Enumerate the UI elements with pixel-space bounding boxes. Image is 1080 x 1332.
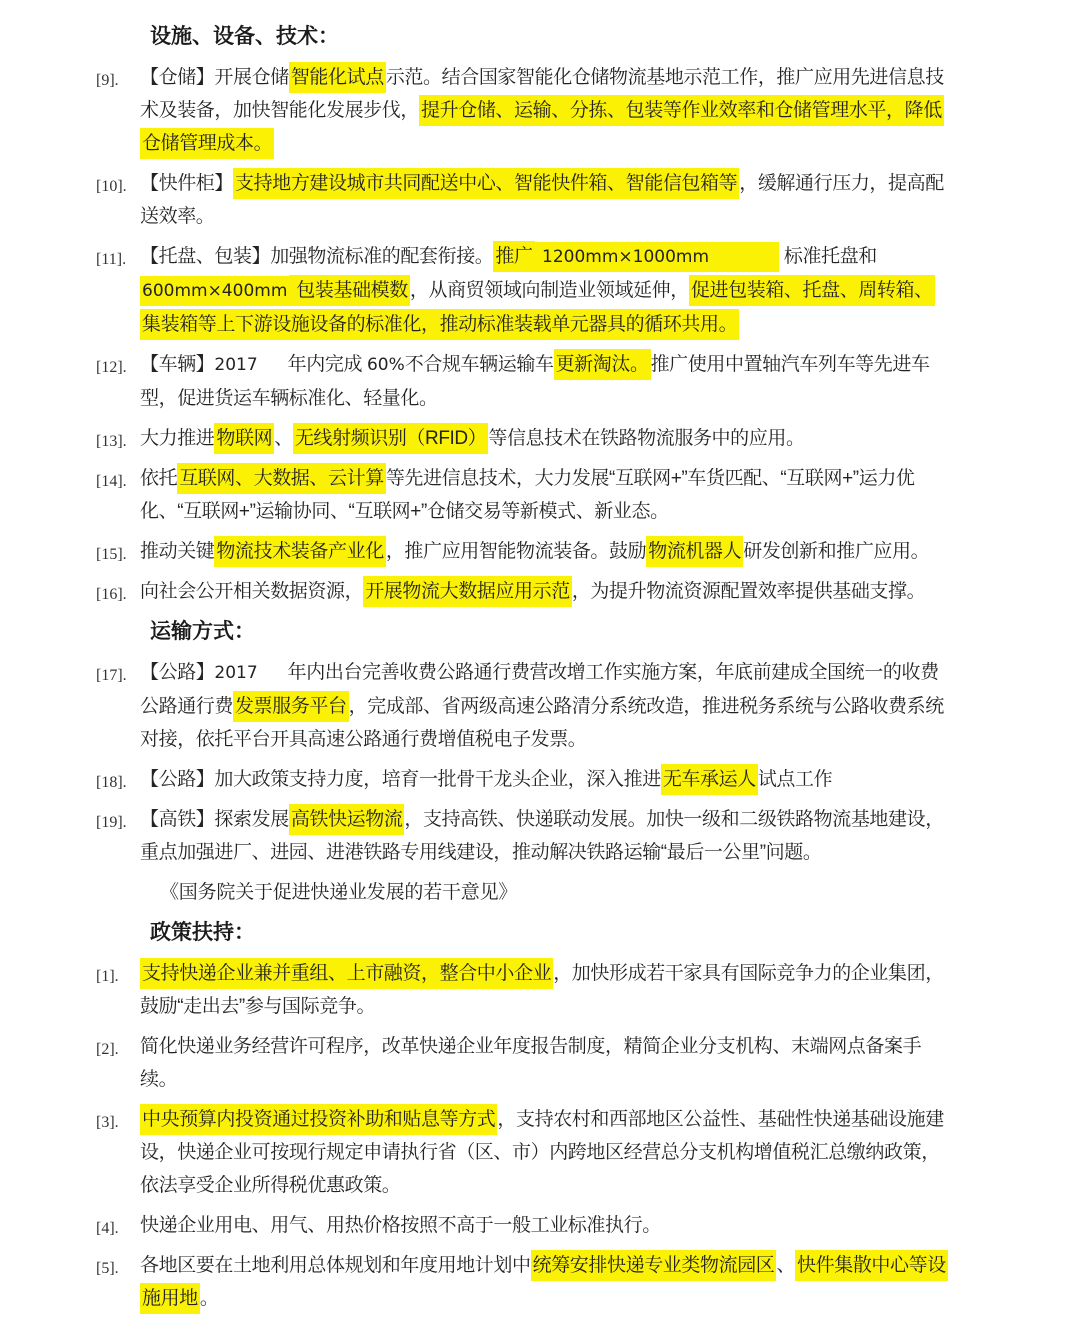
- list-item: [96, 1030, 950, 1096]
- text-segment: 年内完成: [287, 354, 367, 375]
- item-number: [2].: [96, 1041, 119, 1058]
- text-segment: 2017: [214, 355, 258, 375]
- list-item: [96, 1209, 950, 1242]
- item-number: [9].: [96, 72, 119, 89]
- text-segment: 示范。结合国家智能化仓储物流基地示范工作，推广应用先进信息技术及装备，加快智能化发展步伐，: [140, 67, 944, 121]
- text-segment: 、: [274, 428, 293, 449]
- text-segment: 快递企业用电、用气、用热价格按照不高于一般工业标准执行。: [140, 1215, 661, 1236]
- item-number: [14].: [96, 473, 127, 490]
- item-number: [5].: [96, 1260, 119, 1277]
- list-item: [96, 803, 950, 869]
- text-segment: 2017: [214, 663, 258, 683]
- list-item: [96, 422, 950, 455]
- text-segment: 研发创新和推广应用。: [743, 541, 930, 562]
- text-segment: ，为提升物流资源配置效率提供基础支撑。: [571, 581, 926, 602]
- text-segment: 大力推进: [140, 428, 215, 449]
- list-item: [96, 957, 950, 1023]
- highlighted-text: 物联网: [214, 423, 274, 454]
- item-number: [12].: [96, 359, 127, 376]
- item-text: [140, 463, 915, 522]
- list-item: [96, 167, 950, 233]
- text-segment: 不合规车辆运输车: [404, 354, 554, 375]
- highlighted-text: 开展物流大数据应用示范: [363, 576, 572, 607]
- item-text: [140, 662, 944, 750]
- text-segment: 【高铁】探索发展: [140, 809, 289, 830]
- highlighted-text: 智能化试点: [289, 62, 386, 93]
- highlighted-text: 物流技术装备产业化: [214, 536, 385, 567]
- item-text: [140, 804, 944, 863]
- highlighted-text: 无车承运人: [661, 764, 758, 795]
- text-segment: 【车辆】: [140, 354, 215, 375]
- text-segment: 简化快递业务经营许可程序，改革快递企业年度报告制度，精简企业分支机构、末端网点备案手续。: [140, 1036, 922, 1090]
- text-segment: ，加快形成若干家具有国际竞争力的企业集团，鼓励“走出去”参与国际竞争。: [140, 963, 944, 1017]
- list-item: [96, 763, 950, 796]
- item-text: [140, 1215, 661, 1236]
- item-text: [140, 168, 944, 227]
- document-body: [96, 20, 950, 1315]
- item-number: [19].: [96, 814, 127, 831]
- item-number: [4].: [96, 1220, 119, 1237]
- list-item: [96, 462, 950, 528]
- text-segment: 推广使用中置轴汽车列车等先进车型，促进货运车辆标准化、轻量化。: [140, 354, 930, 409]
- highlighted-text: 互联网、大数据、云计算: [177, 463, 386, 494]
- section-heading: 设施、设备、技术：: [150, 25, 339, 48]
- item-text: [140, 423, 805, 454]
- text-segment: 【公路】加大政策支持力度，培育一批骨干龙头企业，深入推进: [140, 769, 661, 790]
- text-segment: ，推广应用智能物流装备。鼓励: [385, 541, 647, 562]
- text-segment: 等信息技术在铁路物流服务中的应用。: [488, 428, 805, 449]
- text-segment: ，完成部、省两级高速公路清分系统改造，推进税务系统与公路收费系统对接，依托平台开具高速公路通行费增值税电子发票。: [140, 696, 944, 750]
- text-segment: ，支持高铁、快递联动发展。加快一级和二级铁路物流基地建设，重点加强进厂、进园、进港铁路专用线建设，推动解决铁路运输“最后一公里”问题。: [140, 809, 944, 863]
- section-heading: 政策扶持：: [150, 921, 255, 944]
- text-segment: 【公路】: [140, 662, 215, 683]
- item-number: [13].: [96, 433, 127, 450]
- text-segment: 【托盘、包装】加强物流标准的配套衔接。: [140, 246, 494, 267]
- highlighted-text: 促进包装箱、托盘、周转箱、集装箱等上下游设施设备的标准化，推动标准装载单元器具的循环共用。: [140, 275, 935, 340]
- highlighted-text: 支持快递企业兼并重组、上市融资，整合中小企业: [140, 958, 553, 989]
- text-segment: 依托: [140, 468, 178, 489]
- item-number: [16].: [96, 586, 127, 603]
- list-item: [96, 1249, 950, 1315]
- highlighted-text: 更新淘汰。: [554, 349, 651, 380]
- highlighted-text: 支持地方建设城市共同配送中心、智能快件箱、智能信包箱等: [233, 168, 739, 199]
- item-number: [1].: [96, 968, 119, 985]
- text-segment: 【快件柜】: [140, 173, 234, 194]
- document-title-reference: 《国务院关于促进快递业发展的若干意见》: [160, 882, 518, 903]
- item-number: [18].: [96, 774, 127, 791]
- item-text: [140, 536, 929, 567]
- item-text: [140, 246, 935, 335]
- text-segment: 、: [776, 1255, 796, 1276]
- text-segment: 推动关键: [140, 541, 215, 562]
- text-segment: 60%: [366, 355, 405, 375]
- text-segment: 标准托盘和: [779, 246, 877, 267]
- highlighted-text: 物流机器人: [646, 536, 743, 567]
- item-number: [11].: [96, 251, 127, 268]
- highlighted-text: 1200mm×1000mm: [535, 242, 779, 272]
- list-item: [96, 535, 950, 568]
- list-item: [96, 1103, 950, 1202]
- item-text: [140, 958, 944, 1017]
- section-heading: 运输方式：: [150, 620, 255, 643]
- text-segment: 【仓储】开展仓储: [140, 67, 289, 88]
- highlighted-text: 提升仓储、运输、分拣、包装等作业效率和仓储管理水平，降低仓储管理成本。: [140, 95, 944, 159]
- item-number: [17].: [96, 667, 127, 684]
- highlighted-text: 快件集散中心等设施用地: [140, 1250, 948, 1314]
- highlighted-text: 发票服务平台: [233, 691, 349, 722]
- item-number: [15].: [96, 546, 127, 563]
- text-segment: 。: [199, 1288, 219, 1309]
- item-number: [10].: [96, 178, 127, 195]
- highlighted-text: 中央预算内投资通过投资补助和贴息等方式: [140, 1104, 497, 1135]
- highlighted-text: 推广: [493, 241, 534, 272]
- list-item: [96, 575, 950, 608]
- text-segment: ，从商贸领域向制造业领域延伸，: [409, 280, 689, 301]
- highlighted-text: 包装基础模数: [289, 275, 409, 306]
- item-text: [140, 1104, 944, 1196]
- text-segment: ，支持农村和西部地区公益性、基础性快递基础设施建设，快递企业可按现行规定申请执行省（区、市）内跨地区经营总分支机构增值税汇总缴纳政策，依法享受企业所得税优惠政策。: [140, 1109, 944, 1196]
- item-text: [140, 62, 944, 159]
- item-text: [140, 576, 925, 607]
- text-segment: 试点工作: [757, 769, 833, 790]
- item-text: [140, 1036, 921, 1090]
- list-item: [96, 348, 950, 415]
- highlighted-text: 统筹安排快递专业类物流园区: [531, 1250, 777, 1281]
- item-text: [140, 354, 930, 409]
- highlighted-text: 高铁快运物流: [289, 804, 405, 835]
- text-segment: ，缓解通行压力，提高配送效率。: [140, 173, 944, 227]
- text-segment: 等先进信息技术，大力发展“互联网+”车货匹配、“互联网+”运力优化、“互联网+”运输协同、“互联网+”仓储交易等新模式、新业态。: [140, 468, 915, 522]
- highlighted-text: 600mm×400mm: [140, 276, 289, 306]
- item-text: [140, 1250, 948, 1314]
- list-item: [96, 656, 950, 756]
- list-item: [96, 240, 950, 341]
- text-segment: 向社会公开相关数据资源，: [140, 581, 364, 602]
- item-number: [3].: [96, 1114, 119, 1131]
- highlighted-text: 无线射频识别（RFID）: [293, 423, 489, 454]
- item-text: [140, 764, 832, 795]
- list-item: [96, 61, 950, 160]
- text-segment: 年内出台完善收费公路通行费营改增工作实施方案，年底前建成全国统一的收费公路通行费: [140, 662, 939, 717]
- text-segment: 各地区要在土地利用总体规划和年度用地计划中: [140, 1255, 531, 1276]
